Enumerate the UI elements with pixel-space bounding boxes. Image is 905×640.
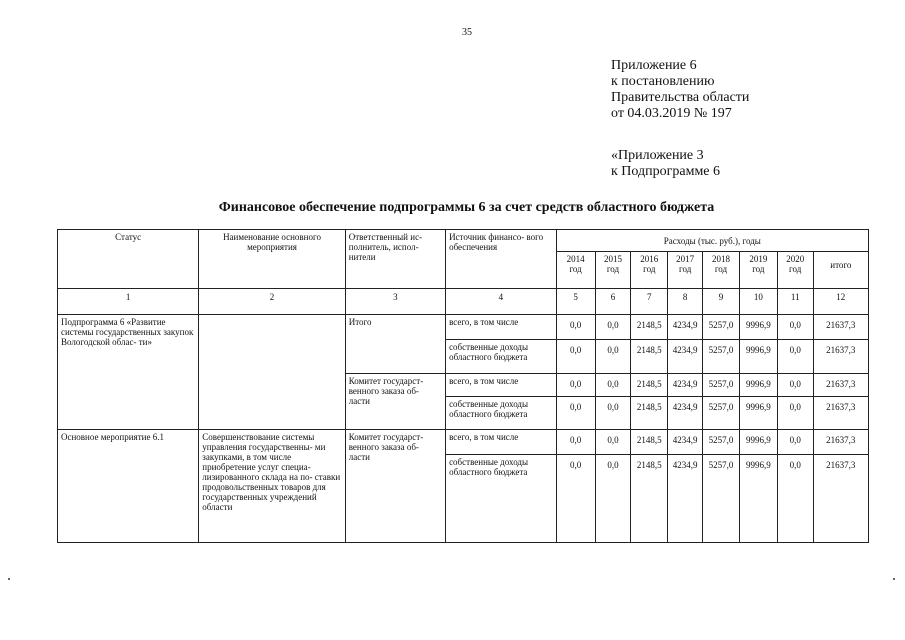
appendix-line: к постановлению: [611, 74, 715, 89]
header-year: 2017 год: [668, 252, 703, 289]
value-cell: 9996,9: [739, 455, 777, 543]
value-cell: 0,0: [556, 455, 595, 543]
appendix-line: «Приложение 3: [611, 148, 704, 163]
value-cell: 0,0: [777, 340, 813, 374]
value-cell: 2148,5: [631, 374, 668, 397]
row-source: всего, в том числе: [446, 374, 557, 397]
column-index: 3: [345, 289, 445, 315]
appendix-subreference: [611, 148, 720, 180]
column-index: 6: [595, 289, 631, 315]
value-cell: 4234,9: [668, 397, 703, 430]
value-cell: 2148,5: [631, 455, 668, 543]
value-cell: 0,0: [595, 374, 631, 397]
value-cell: 0,0: [556, 430, 595, 455]
appendix-line: от 04.03.2019 № 197: [611, 106, 732, 121]
value-cell: 0,0: [595, 455, 631, 543]
row-executor: Итого: [345, 315, 445, 374]
value-cell: 0,0: [556, 374, 595, 397]
appendix-line: Приложение 6: [611, 58, 697, 73]
row-source: собственные доходы областного бюджета: [446, 340, 557, 374]
column-index: 8: [668, 289, 703, 315]
value-cell: 0,0: [777, 455, 813, 543]
value-cell: 5257,0: [703, 430, 740, 455]
value-cell: 5257,0: [703, 455, 740, 543]
value-cell: 21637,3: [813, 340, 868, 374]
appendix-line: Правительства области: [611, 90, 750, 105]
value-cell: 0,0: [595, 340, 631, 374]
value-cell: 9996,9: [739, 397, 777, 430]
row-executor: Комитет государст- венного заказа об- ласти: [345, 374, 445, 430]
value-cell: 0,0: [777, 397, 813, 430]
header-funding-source: Источник финансо- вого обеспечения: [446, 230, 557, 289]
column-index: 5: [556, 289, 595, 315]
value-cell: 5257,0: [703, 340, 740, 374]
value-cell: 21637,3: [813, 430, 868, 455]
column-index: 4: [446, 289, 557, 315]
row-source: всего, в том числе: [446, 315, 557, 340]
value-cell: 21637,3: [813, 374, 868, 397]
value-cell: 2148,5: [631, 397, 668, 430]
header-year: 2014 год: [556, 252, 595, 289]
value-cell: 21637,3: [813, 397, 868, 430]
value-cell: 0,0: [777, 430, 813, 455]
value-cell: 9996,9: [739, 340, 777, 374]
value-cell: 21637,3: [813, 315, 868, 340]
value-cell: 2148,5: [631, 430, 668, 455]
row-activity-name: Совершенствование системы управления государственны- ми закупками, в том числе приобретение услуг специа- лизированного склада на по- ставки продовольственных товаров для государственных учреждений области: [199, 430, 345, 543]
value-cell: 4234,9: [668, 315, 703, 340]
header-year: 2015 год: [595, 252, 631, 289]
header-executor: Ответственный ис- полнитель, испол- нители: [345, 230, 445, 289]
value-cell: 0,0: [556, 315, 595, 340]
value-cell: 2148,5: [631, 315, 668, 340]
column-index: 10: [739, 289, 777, 315]
header-year: 2018 год: [703, 252, 740, 289]
value-cell: 5257,0: [703, 397, 740, 430]
value-cell: 4234,9: [668, 340, 703, 374]
row-source: собственные доходы областного бюджета: [446, 455, 557, 543]
row-status: Подпрограмма 6 «Развитие системы государственных закупок Вологодской облас- ти»: [58, 315, 199, 430]
value-cell: 5257,0: [703, 374, 740, 397]
page-number: 35: [462, 27, 472, 38]
scan-speck: [893, 578, 895, 580]
header-expenses: Расходы (тыс. руб.), годы: [556, 230, 868, 252]
value-cell: 2148,5: [631, 340, 668, 374]
header-year: 2016 год: [631, 252, 668, 289]
value-cell: 0,0: [556, 340, 595, 374]
value-cell: 0,0: [595, 430, 631, 455]
value-cell: 0,0: [595, 397, 631, 430]
row-status: Основное мероприятие 6.1: [58, 430, 199, 543]
column-index: 7: [631, 289, 668, 315]
header-activity-name: Наименование основного мероприятия: [199, 230, 345, 289]
value-cell: 4234,9: [668, 455, 703, 543]
value-cell: 9996,9: [739, 315, 777, 340]
scan-speck: [8, 578, 10, 580]
appendix-line: к Подпрограмме 6: [611, 164, 721, 179]
column-index: 2: [199, 289, 345, 315]
column-index: 11: [777, 289, 813, 315]
table-row: [58, 315, 869, 340]
value-cell: 9996,9: [739, 430, 777, 455]
header-year: 2019 год: [739, 252, 777, 289]
value-cell: 4234,9: [668, 374, 703, 397]
row-executor: Комитет государст- венного заказа об- ласти: [345, 430, 445, 543]
document-title: Финансовое обеспечение подпрограммы 6 за счет средств областного бюджета: [218, 200, 715, 215]
table-row: [58, 430, 869, 455]
row-source: всего, в том числе: [446, 430, 557, 455]
value-cell: 0,0: [595, 315, 631, 340]
row-activity-name: [199, 315, 345, 430]
value-cell: 5257,0: [703, 315, 740, 340]
value-cell: 9996,9: [739, 374, 777, 397]
financing-table: [57, 229, 869, 543]
column-index: 1: [58, 289, 199, 315]
header-status: Статус: [58, 230, 199, 289]
value-cell: 21637,3: [813, 455, 868, 543]
value-cell: 0,0: [556, 397, 595, 430]
column-index: 9: [703, 289, 740, 315]
header-year: 2020 год: [777, 252, 813, 289]
row-source: собственные доходы областного бюджета: [446, 397, 557, 430]
appendix-reference: [611, 58, 749, 122]
column-index: 12: [813, 289, 868, 315]
header-total: итого: [813, 252, 868, 289]
value-cell: 0,0: [777, 374, 813, 397]
value-cell: 0,0: [777, 315, 813, 340]
value-cell: 4234,9: [668, 430, 703, 455]
